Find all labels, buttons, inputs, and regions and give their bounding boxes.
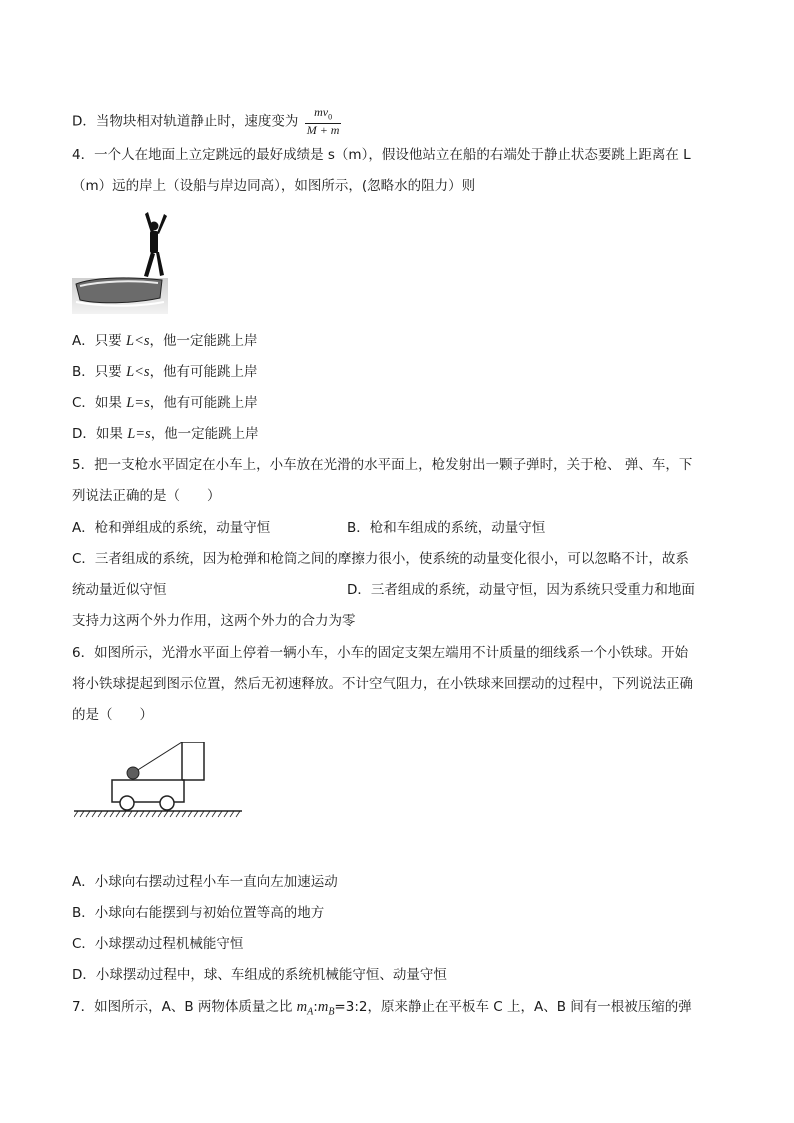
q6-option-a: A．小球向右摆动过程小车一直向左加速运动 xyxy=(72,874,338,890)
q4-option-b: B．只要 L<s，他有可能跳上岸 xyxy=(72,364,258,380)
cart-wheel-right xyxy=(160,796,174,810)
q5-option-c-line-1: C．三者组成的系统，因为枪弹和枪筒之间的摩擦力很小，使系统的动量变化很小，可以忽略不计，故系 xyxy=(72,551,689,567)
q6-stem-line-2: 将小铁球提起到图示位置，然后无初速释放。不计空气阻力，在小铁球来回摆动的过程中，下列说法正确 xyxy=(72,676,693,692)
fraction-mv0-over-M-plus-m: $\frac{mv_0}{M + m}$ xyxy=(306,105,340,138)
q3-option-d: D．当物块相对轨道静止时，速度变为 $\frac{mv_0}{M + m}$ xyxy=(72,105,340,138)
q5-option-d-line-1: D．三者组成的系统，动量守恒，因为系统只受重力和地面 xyxy=(347,582,695,598)
cart-pendulum-figure xyxy=(74,742,244,824)
q5-option-c-line-2: 统动量近似守恒 xyxy=(72,582,167,598)
q4-option-c: C．如果 L=s，他有可能跳上岸 xyxy=(72,395,258,411)
iron-ball xyxy=(127,767,139,779)
cart-support-frame xyxy=(182,742,204,780)
q5-option-a: A．枪和弹组成的系统，动量守恒 xyxy=(72,520,271,536)
boat-jumper-figure xyxy=(72,206,168,314)
q6-stem-line-3: 的是（ ） xyxy=(72,707,153,723)
q6-stem-line-1: 6．如图所示，光滑水平面上停着一辆小车，小车的固定支架左端用不计质量的细线系一个小铁球。开始 xyxy=(72,645,689,661)
q4-stem-line-2: （m）远的岸上（设船与岸边同高），如图所示，(忽略水的阻力）则 xyxy=(72,178,476,194)
q5-option-b: B．枪和车组成的系统，动量守恒 xyxy=(347,520,546,536)
q6-option-d: D．小球摆动过程中，球、车组成的系统机械能守恒、动量守恒 xyxy=(72,967,447,983)
q5-option-d-line-2: 支持力这两个外力作用，这两个外力的合力为零 xyxy=(72,613,356,629)
jumping-person xyxy=(144,212,167,277)
q6-option-c: C．小球摆动过程机械能守恒 xyxy=(72,936,244,952)
q4-option-d: D．如果 L=s，他一定能跳上岸 xyxy=(72,426,259,442)
q4-stem-line-1: 4．一个人在地面上立定跳远的最好成绩是 s（m），假设他站立在船的右端处于静止状态要跳上距离在 L xyxy=(72,147,691,163)
string xyxy=(133,742,182,773)
q6-option-b: B．小球向右能摆到与初始位置等高的地方 xyxy=(72,905,325,921)
ground-hatching xyxy=(74,811,240,817)
q5-stem-line-1: 5．把一支枪水平固定在小车上，小车放在光滑的水平面上，枪发射出一颗子弹时，关于枪、 弹、车，下 xyxy=(72,457,693,473)
q5-stem-line-2: 列说法正确的是（ ） xyxy=(72,488,221,504)
q4-option-a: A．只要 L<s，他一定能跳上岸 xyxy=(72,333,258,349)
cart-wheel-left xyxy=(120,796,134,810)
q7-stem-line-1: 7．如图所示，A、B 两物体质量之比 $m_A:m_B=3:2$，原来静止在平板车 C 上，A、B 间有一根被压缩的弹 xyxy=(72,999,692,1018)
